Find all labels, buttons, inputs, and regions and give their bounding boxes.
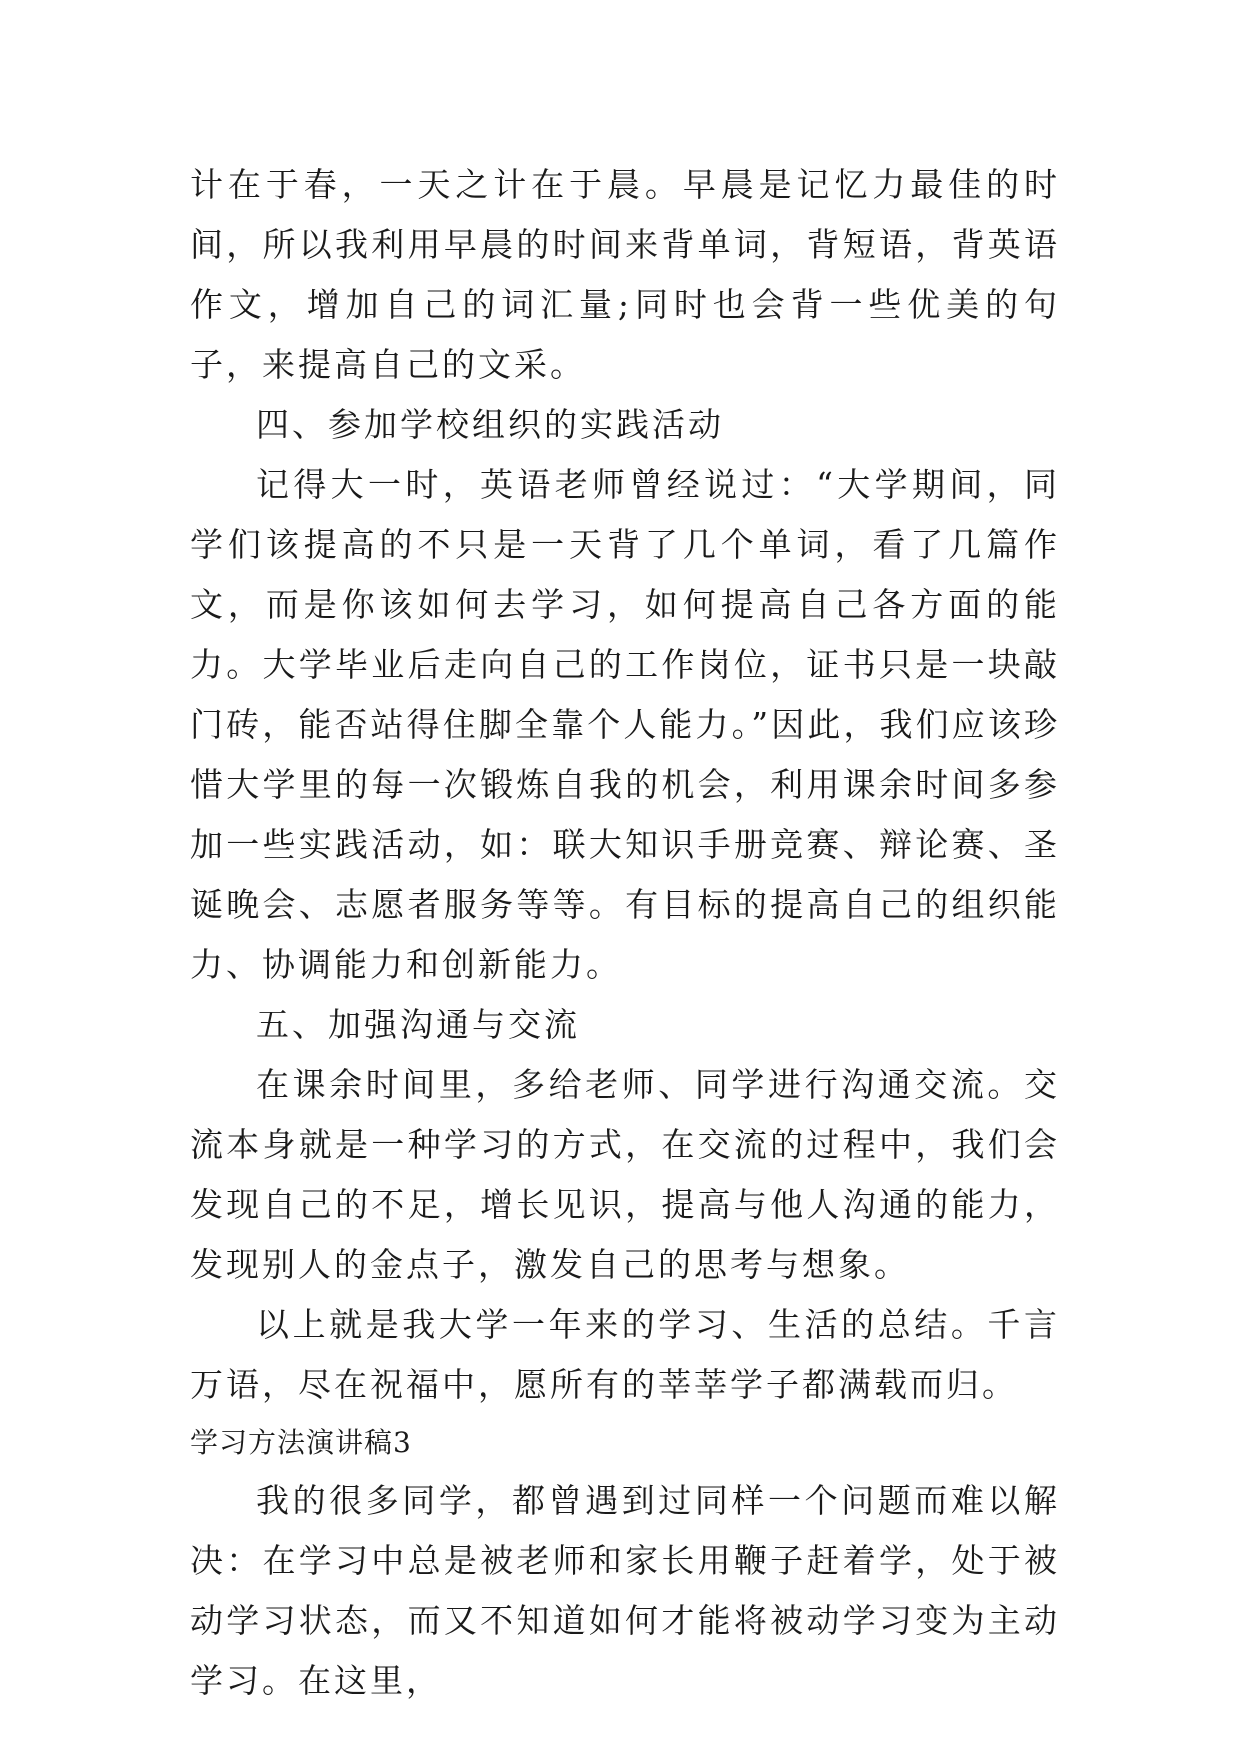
paragraph-communication: 在课余时间里，多给老师、同学进行沟通交流。交流本身就是一种学习的方式，在交流的过程中，我们会发现自己的不足，增长见识，提高与他人沟通的能力，发现别人的金点子，激发自己的思考与想象。 (190, 1065, 1060, 1284)
section-heading-practice: 四、参加学校组织的实践活动 (256, 405, 724, 444)
document-body (190, 155, 1060, 1711)
paragraph-continuation: 计在于春，一天之计在于晨。早晨是记忆力最佳的时间，所以我利用早晨的时间来背单词，背短语，背英语作文，增加自己的词汇量;同时也会背一些优美的句子，来提高自己的文采。 (190, 165, 1060, 384)
section-heading-communication: 五、加强沟通与交流 (256, 1005, 580, 1044)
paragraph-summary: 以上就是我大学一年来的学习、生活的总结。千言万语，尽在祝福中，愿所有的莘莘学子都满载而归。 (190, 1305, 1060, 1404)
document-title: 学习方法演讲稿3 (190, 1426, 412, 1459)
paragraph-teacher-quote: 记得大一时，英语老师曾经说过：“大学期间，同学们该提高的不只是一天背了几个单词，看了几篇作文，而是你该如何去学习，如何提高自己各方面的能力。大学毕业后走向自己的工作岗位，证书只是一块敲门砖，能否站得住脚全靠个人能力。”因此，我们应该珍惜大学里的每一次锻炼自我的机会，利用课余时间多参加一些实践活动，如：联大知识手册竞赛、辩论赛、圣诞晚会、志愿者服务等等。有目标的提高自己的组织能力、协调能力和创新能力。 (190, 465, 1060, 984)
paragraph-intro: 我的很多同学，都曾遇到过同样一个问题而难以解决：在学习中总是被老师和家长用鞭子赶着学，处于被动学习状态，而又不知道如何才能将被动学习变为主动学习。在这里， (190, 1481, 1060, 1700)
